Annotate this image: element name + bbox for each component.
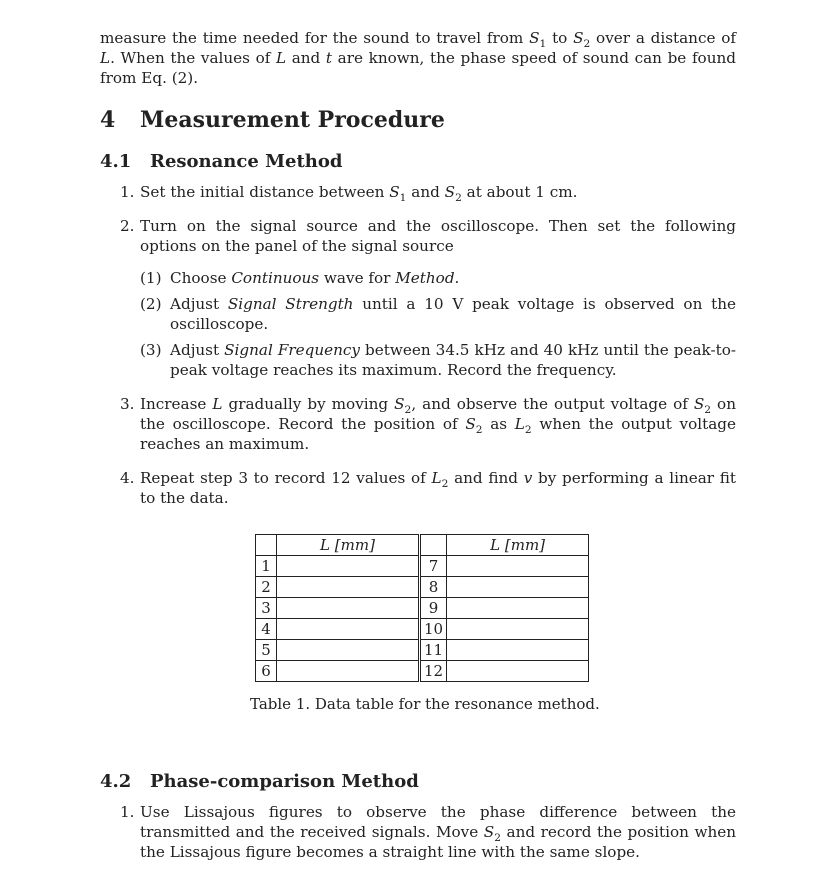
- math-sub: 2: [455, 191, 462, 205]
- list-number: 2.: [120, 217, 135, 235]
- subsection-title: Phase-comparison Method: [150, 771, 419, 792]
- list-item: [100, 216, 736, 380]
- subsection-heading-4-1: [100, 150, 736, 174]
- math-sub: 2: [704, 403, 712, 417]
- section-title: Measurement Procedure: [140, 107, 445, 133]
- text-run: by performing a linear fit to the data.: [140, 469, 736, 507]
- text-run: Adjust: [170, 341, 225, 359]
- table-row: [256, 661, 589, 682]
- text-run: between 34.5 kHz and 40 kHz until the peak-to-peak voltage reaches its maximum. Record the frequency.: [170, 341, 736, 379]
- resonance-steps-list: [100, 182, 736, 508]
- text-run: Use Lissajous figures to observe the phase difference between the transmitted and the received signals. Move: [140, 803, 736, 841]
- value-cell[interactable]: [277, 640, 420, 661]
- text-run: when the output voltage reaches an maximum.: [140, 415, 736, 453]
- text-run: . When the values of: [110, 49, 276, 67]
- table-row: [256, 556, 589, 577]
- text-run: until a 10 V peak voltage is observed on the oscilloscope.: [170, 295, 737, 333]
- sublist-item: [140, 294, 736, 334]
- math-v: v: [523, 469, 533, 487]
- table-row: [256, 619, 589, 640]
- emphasis: Continuous: [231, 269, 320, 287]
- table-header-index: [256, 535, 277, 556]
- row-index: 7: [420, 556, 447, 577]
- sublist-item: [140, 340, 736, 380]
- value-cell[interactable]: [447, 661, 589, 682]
- sublist-number: (1): [140, 269, 162, 287]
- row-index: 10: [420, 619, 447, 640]
- row-index: 6: [256, 661, 277, 682]
- math-L: L: [431, 469, 442, 487]
- math-s1: S: [529, 29, 540, 47]
- math-sub: 1: [539, 37, 547, 51]
- list-number: 3.: [120, 395, 135, 413]
- subsection-title: Resonance Method: [150, 151, 343, 172]
- math-s: S: [444, 183, 456, 201]
- sublist-number: (2): [140, 295, 162, 313]
- table-header-cell: [447, 535, 589, 556]
- emphasis: Method.: [395, 269, 460, 287]
- sublist-item: [140, 268, 736, 288]
- math-sub: 2: [524, 423, 532, 437]
- document-page: [100, 28, 736, 876]
- section-number: 4: [100, 107, 116, 133]
- text-run: , and observe the output voltage of: [411, 395, 694, 413]
- header-text: L [mm]: [320, 536, 375, 554]
- text-run: measure the time needed for the sound to travel from: [100, 29, 530, 47]
- value-cell[interactable]: [277, 619, 420, 640]
- math-s: S: [483, 823, 495, 841]
- phase-steps-list: [100, 802, 736, 862]
- text-run: Turn on the signal source and the oscilloscope. Then set the following options on the panel of the signal source: [140, 217, 736, 255]
- text-run: gradually by moving: [222, 395, 395, 413]
- row-index: 3: [256, 598, 277, 619]
- table-row: [256, 577, 589, 598]
- text-run: to: [546, 29, 574, 47]
- resonance-data-table: [255, 534, 589, 682]
- math-L: L: [100, 49, 111, 67]
- text-run: over a distance of: [590, 29, 736, 47]
- emphasis: Signal Strength: [227, 295, 354, 313]
- list-item: [100, 802, 736, 862]
- math-s: S: [693, 395, 705, 413]
- row-index: 12: [420, 661, 447, 682]
- text-run: at about 1 cm.: [461, 183, 578, 201]
- subsection-heading-4-2: [100, 770, 736, 794]
- table-header-row: [256, 535, 589, 556]
- math-t: t: [325, 49, 333, 67]
- text-run: Adjust: [170, 295, 228, 313]
- list-number: 4.: [120, 469, 135, 487]
- row-index: 5: [256, 640, 277, 661]
- value-cell[interactable]: [447, 556, 589, 577]
- text-run: Increase: [140, 395, 213, 413]
- math-s: S: [389, 183, 400, 201]
- row-index: 4: [256, 619, 277, 640]
- value-cell[interactable]: [277, 661, 420, 682]
- math-s2: S: [573, 29, 584, 47]
- list-number: 1.: [120, 803, 135, 821]
- value-cell[interactable]: [277, 598, 420, 619]
- value-cell[interactable]: [277, 556, 420, 577]
- text-run: and: [286, 49, 326, 67]
- math-sub: 2: [475, 423, 483, 437]
- options-sublist: [140, 268, 736, 380]
- list-item: [100, 468, 736, 508]
- math-sub: 2: [404, 403, 412, 417]
- list-item: [100, 182, 736, 205]
- value-cell[interactable]: [447, 577, 589, 598]
- row-index: 2: [256, 577, 277, 598]
- text-run: are known, the phase speed of sound can be found from Eq. (2).: [100, 49, 736, 87]
- math-s: S: [465, 415, 476, 433]
- text-run: wave for: [319, 269, 396, 287]
- list-number: 1.: [120, 183, 135, 201]
- value-cell[interactable]: [447, 640, 589, 661]
- subsection-number: 4.1: [100, 151, 132, 172]
- math-sub: 1: [399, 191, 407, 205]
- text-run: Choose: [170, 269, 232, 287]
- math-L: L: [514, 415, 525, 433]
- text-run: and find: [448, 469, 524, 487]
- math-sub: 2: [494, 831, 501, 845]
- row-index: 8: [420, 577, 447, 598]
- math-sub: 2: [441, 477, 449, 491]
- math-L: L: [275, 49, 287, 67]
- row-index: 1: [256, 556, 277, 577]
- math-sub: 2: [583, 37, 591, 51]
- sublist-number: (3): [140, 341, 162, 359]
- math-s: S: [394, 395, 405, 413]
- text-run: as: [482, 415, 515, 433]
- text-run: Repeat step 3 to record 12 values of: [140, 469, 432, 487]
- section-heading-4: [100, 106, 736, 134]
- text-run: and: [406, 183, 445, 201]
- text-run: and record the position when the Lissajous figure becomes a straight line with the same slope.: [140, 823, 736, 861]
- header-text: L [mm]: [490, 536, 546, 554]
- table-header-index: [420, 535, 447, 556]
- row-index: 9: [420, 598, 447, 619]
- emphasis: Signal Frequency: [224, 341, 360, 359]
- table-header-cell: [277, 535, 420, 556]
- value-cell[interactable]: [447, 619, 589, 640]
- math-L: L: [212, 395, 223, 413]
- text-run: on the oscilloscope. Record the position of: [140, 395, 736, 433]
- table-row: [256, 640, 589, 661]
- value-cell[interactable]: [277, 577, 420, 598]
- table-row: [256, 598, 589, 619]
- subsection-number: 4.2: [100, 771, 132, 792]
- list-item: [100, 394, 736, 454]
- row-index: 11: [420, 640, 447, 661]
- table-caption: Table 1. Data table for the resonance method.: [250, 695, 600, 713]
- value-cell[interactable]: [447, 598, 589, 619]
- text-run: Set the initial distance between: [140, 183, 390, 201]
- intro-paragraph: [100, 28, 736, 88]
